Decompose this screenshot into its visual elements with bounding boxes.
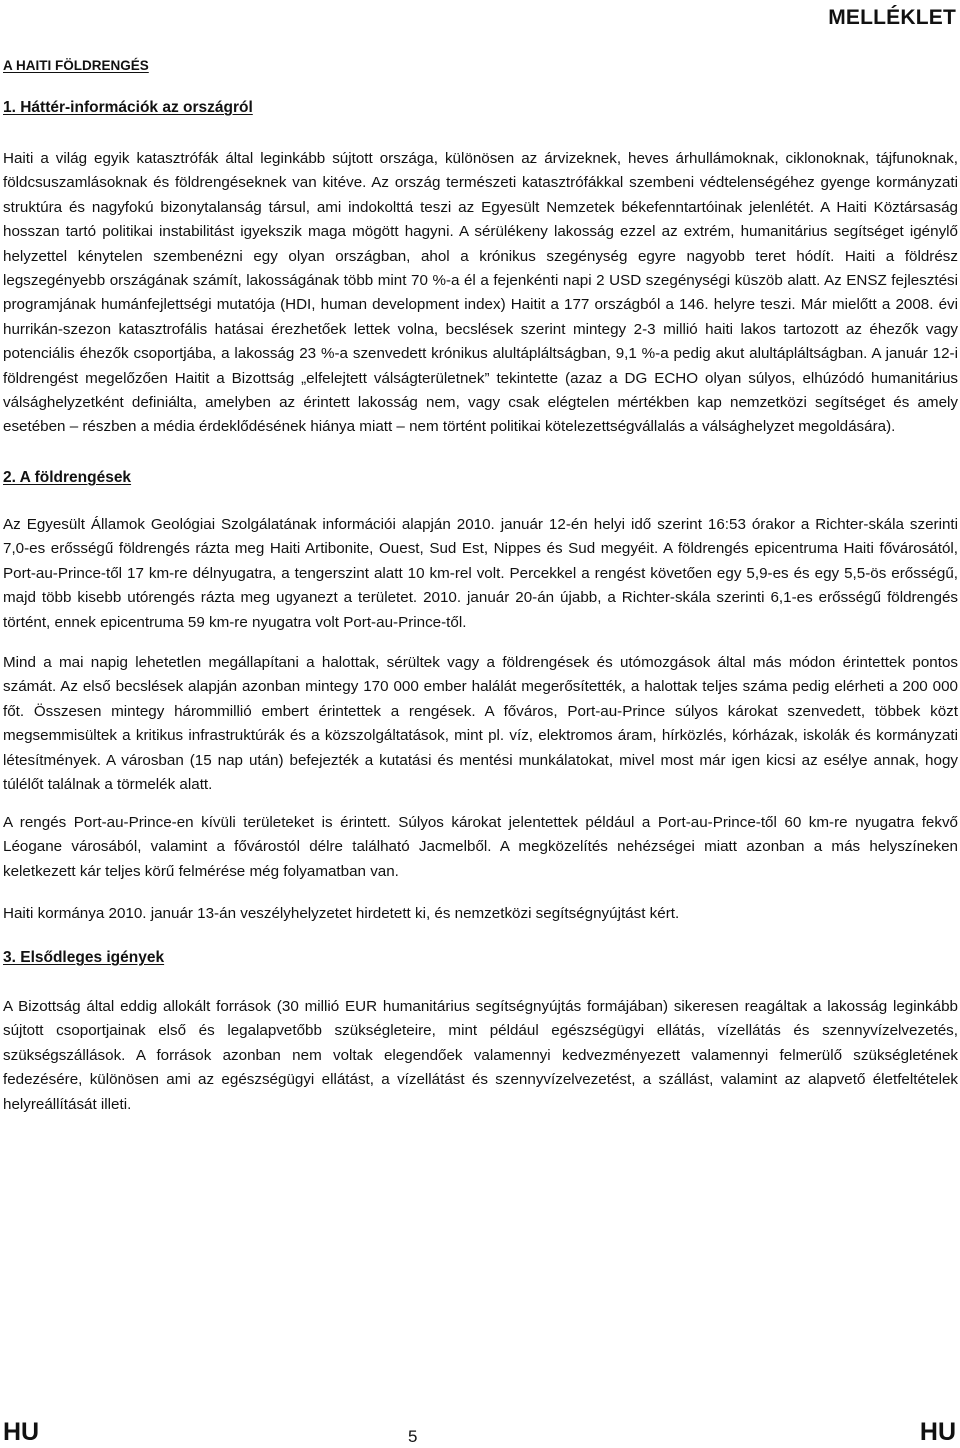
section-2-paragraph-4: Haiti kormánya 2010. január 13-án veszélyhelyzetet hirdetett ki, és nemzetközi segítségnyújtást kért. [3, 905, 680, 922]
section-1-paragraph-1: Haiti a világ egyik katasztrófák által leginkább sújtott országa, különösen az árvizeknek, heves árhullámoknak, ciklonoknak, tájfunoknak, földcsuszamlásoknak és földrengéseknek van kitéve. Az ország természeti katasztrófákkal szembeni védtelenségéhez gyenge kormányzati struktúra és nagyfokú bizonytalanság társul, ami indokolttá teszi az Egyesült Nemzetek békefenntartóinak jelenlétét. A Haiti Köztársaság hosszan tartó politikai instabilitást igyekszik maga mögött hagyni. A sérülékeny lakosság ezzel az extrém, humanitárius segítséget igénylő helyzettel kénytelen szembenézni egy olyan országban, ahol a krónikus szegénység egyre nagyobb teret hódít. Haiti a földrész legszegényebb országának számít, lakosságának több mint 70 %-a él a fejenkénti napi 2 USD szegénységi küszöb alatt. Az ENSZ fejlesztési programjának humánfejlettségi mutatója (HDI, human development index) Haitit a 177 országból a 146. helyre teszi. Már mielőtt a 2008. évi hurrikán-szezon katasztrofális hatásai érezhetőek lettek volna, becslések szerint mintegy 2-3 millió haiti lakos tartozott az éhezők vagy potenciális éhezők csoportjába, a lakosság 23 %-a szenvedett krónikus alultápláltságban, 9,1 %-a pedig akut alultápláltságban. A január 12-i földrengést megelőzően Haitit a Bizottság „elfelejtett válságterületnek” tekintette (azaz a DG ECHO olyan súlyos, elhúzódó humanitárius válsághelyzetként definiálta, amelyben az érintett lakosság nem, vagy csak elégtelen mértékben kap nemzetközi segítséget és amely esetében – részben a média érdeklődésének hiánya miatt – nem történt politikai kötelezettségvállalás a válsághelyzet megoldására). [3, 150, 958, 436]
section-2-heading: 2. A földrengések [3, 469, 132, 486]
section-1-heading: 1. Háttér-információk az országról [3, 99, 253, 116]
section-2-paragraph-2: Mind a mai napig lehetetlen megállapítani a halottak, sérültek vagy a földrengések és utómozgások által más módon érintettek pontos számát. Az első becslések alapján azonban mintegy 170 000 ember halálát megerősítették, a halottak teljes száma pedig elérheti a 200 000 főt. Összesen mintegy hárommillió embert érintettek a rengések. A főváros, Port-au-Prince súlyos károkat szenvedett, többek közt megsemmisültek a kritikus infrastruktúrák és a közszolgáltatások, mint pl. víz, elektromos áram, hírközlés, kórházak, iskolák és kormányzati létesítmények. A városban (15 nap után) befejezték a kutatási és mentési munkálatokat, mivel most már igen kicsi az esélye annak, hogy túlélőt találnak a törmelék alatt. [3, 654, 958, 794]
footer-language-right: HU [919, 1418, 956, 1446]
footer-language-left: HU [3, 1418, 40, 1446]
annex-label: MELLÉKLET [828, 6, 956, 29]
section-2-paragraph-3: A rengés Port-au-Prince-en kívüli területeket is érintett. Súlyos károkat jelentettek például a Port-au-Prince-től 60 km-re nyugatra fekvő Léogane városából, valamint a fővárostól délre található Jacmelből. A megközelítés nehézségei miatt azonban a más helyszíneken keletkezett kár teljes körű felmérése még folyamatban van. [3, 814, 958, 880]
section-3-paragraph-1: A Bizottság által eddig allokált források (30 millió EUR humanitárius segítségnyújtás formájában) sikeresen reagáltak a lakosság leginkább sújtott csoportjainak első és legalapvetőbb szükségleteire, mint például egészségügyi ellátás, vízellátás és szennyvízelvezetés, szükségszállások. A források azonban nem voltak elegendőek valamennyi kedvezményezett valamennyi felmerülő szükségletének fedezésére, különösen ami az egészségügyi ellátást, a vízellátást és szennyvízelvezetést, a szállást, valamint az alapvető életfeltételek helyreállítását illeti. [3, 998, 958, 1113]
section-2-paragraph-1: Az Egyesült Államok Geológiai Szolgálatának információi alapján 2010. január 12-én helyi idő szerint 16:53 órakor a Richter-skála szerinti 7,0-es erősségű földrengés rázta meg Haiti Artibonite, Ouest, Sud Est, Nippes és Sud megyéit. A földrengés epicentruma Haiti fővárosától, Port-au-Prince-től 17 km-re délnyugatra, a tengerszint alatt 10 km-rel volt. Percekkel a rengést követően egy 5,9-es és egy 5,5-ös erősségű, majd több kisebb utórengés rázta meg ugyanezt a területet. 2010. január 20-án újabb, a Richter-skála szerinti 6,1-es erősségű földrengés történt, ennek epicentruma 59 km-re nyugatra volt Port-au-Prince-től. [3, 516, 958, 631]
page-number: 5 [408, 1427, 418, 1446]
document-title: A HAITI FÖLDRENGÉS [3, 58, 149, 73]
section-3-heading: 3. Elsődleges igények [3, 949, 165, 966]
